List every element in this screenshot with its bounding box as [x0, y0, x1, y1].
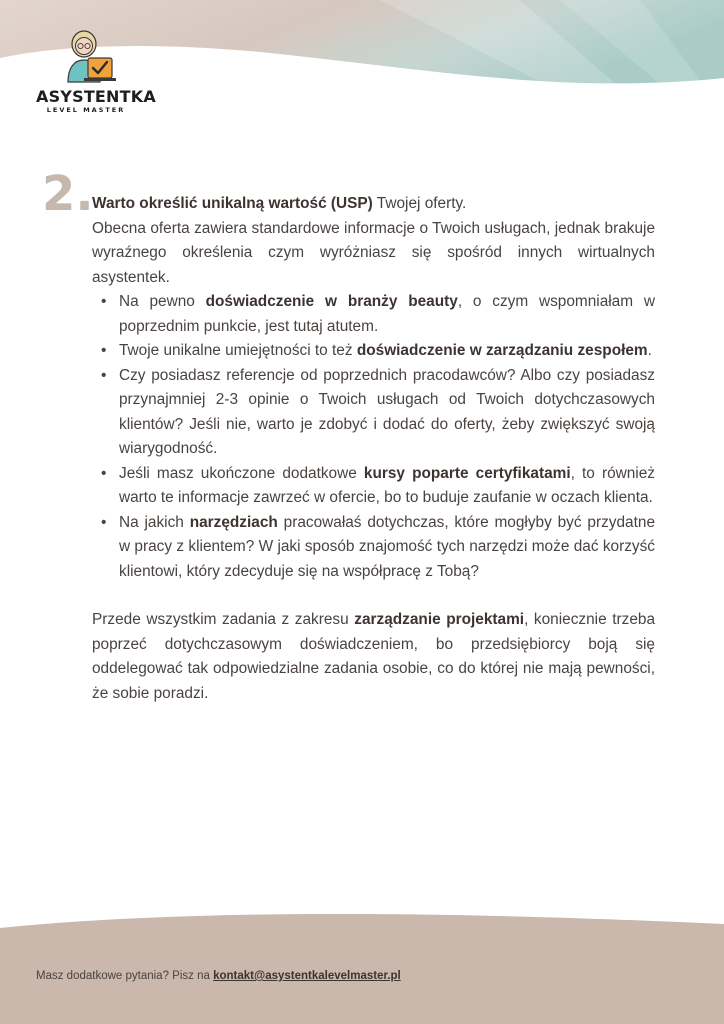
assistant-avatar-icon — [54, 24, 118, 86]
section-intro: Obecna oferta zawiera standardowe informacje o Twoich usługach, jednak brakuje wyraźnego określenia czym wyróżniasz się spośród innych wirtualnych asystentek. — [92, 219, 655, 286]
brand-logo[interactable] — [36, 24, 156, 115]
list-item: • Na jakich narzędziach pracowałaś dotychczas, które mogłyby być przydatne w pracy z klientem? W jaki sposób znajomość tych narzędzi może dać korzyść klientowi, który zdecyduje się na współpracę z Tobą? — [119, 511, 655, 585]
closing-paragraph: Przede wszystkim zadania z zakresu zarządzanie projektami, koniecznie trzeba poprzeć dotychczasowym doświadczeniem, bo przedsiębiorcy boją się oddelegować tak odpowiedzialne zadania osobie, co do której nie mają pewności, że sobie poradzi. — [92, 611, 656, 702]
usp-bullet-list — [92, 290, 655, 584]
paragraph-spacer — [92, 584, 655, 608]
section-content — [92, 192, 655, 706]
list-item: • Twoje unikalne umiejętności to też doświadczenie w zarządzaniu zespołem. — [119, 339, 655, 364]
brand-tagline: LEVEL MASTER — [46, 106, 126, 114]
section-number: 2. — [42, 166, 94, 222]
list-item: • Czy posiadasz referencje od poprzednich pracodawców? Albo czy posiadasz przynajmniej 2-3 opinie o Twoich usługach od Twoich dotychczasowych klientów? Jeśli nie, warto je zdobyć i dodać do oferty, żeby zwiększyć swoją wiarygodność. — [119, 364, 655, 462]
contact-email-link[interactable]: kontakt@asystentkalevelmaster.pl — [213, 970, 401, 982]
footer-wave-decoration — [0, 900, 724, 1024]
list-item: • Na pewno doświadczenie w branży beauty, o czym wspomniałam w poprzednim punkcie, jest tutaj atutem. — [119, 290, 655, 339]
list-item: • Jeśli masz ukończone dodatkowe kursy poparte certyfikatami, to również warto te informacje zawrzeć w ofercie, bo to buduje zaufanie w oczach klienta. — [119, 462, 655, 511]
section-title-bold: Warto określić unikalną wartość (USP) — [92, 195, 373, 212]
section-title — [92, 192, 655, 217]
footer-question: Masz dodatkowe pytania? Pisz na — [36, 970, 214, 982]
section-title-rest: Twojej oferty. — [372, 195, 467, 212]
brand-name: ASYSTENTKA — [36, 87, 156, 106]
footer-contact — [36, 968, 401, 984]
